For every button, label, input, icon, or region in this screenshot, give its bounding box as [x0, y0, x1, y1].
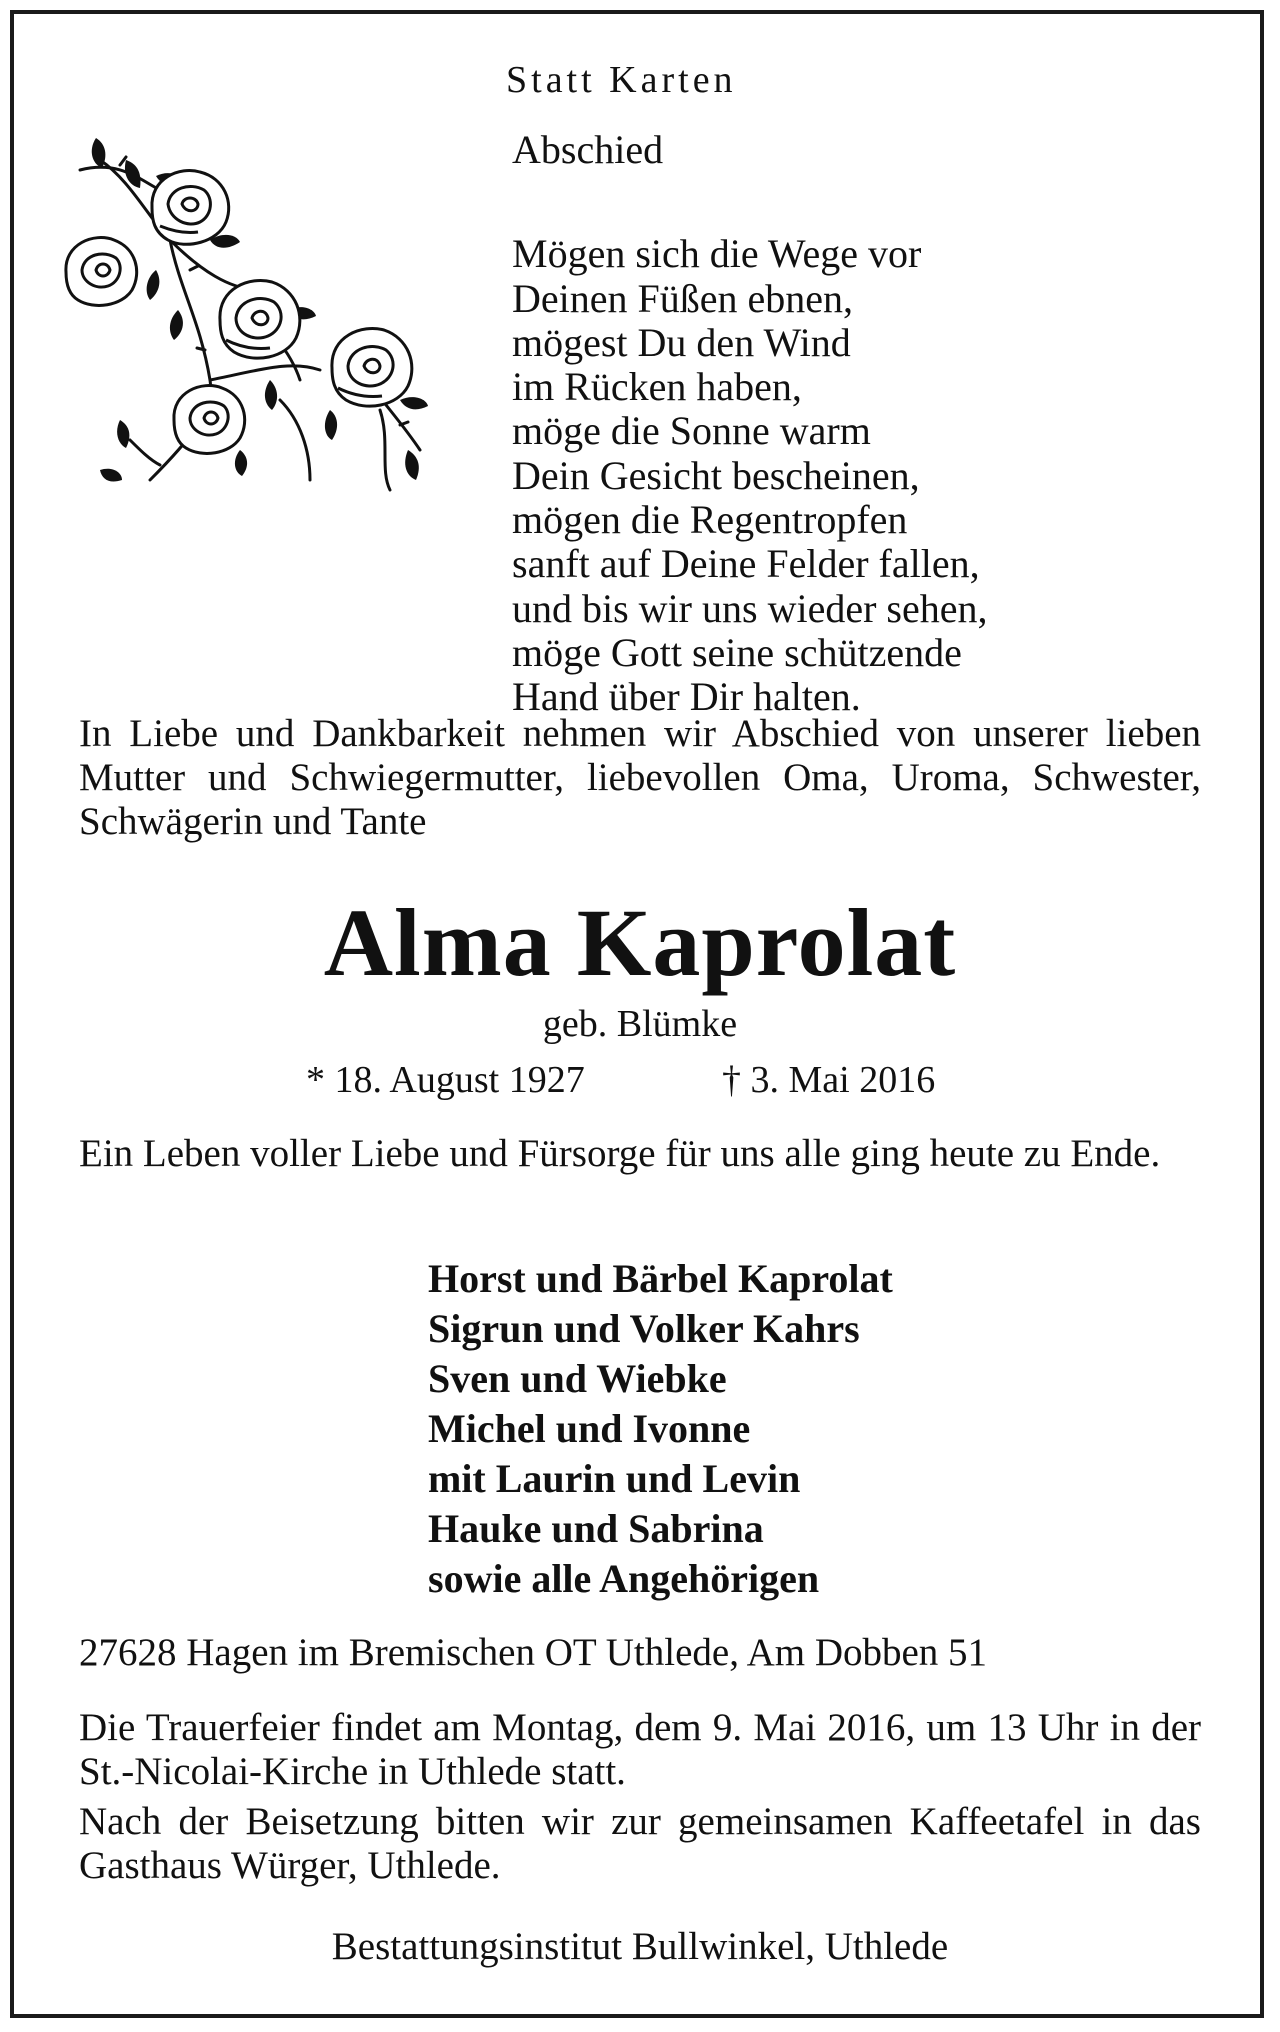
- poem-line: im Rücken haben,: [512, 364, 802, 410]
- reception-paragraph: Nach der Beisetzung bitten wir zur gemeinsamen Kaffeetafel in das Gasthaus Würger, Uthlede.: [79, 1800, 1201, 1887]
- poem-line: Hand über Dir halten.: [512, 674, 861, 720]
- poem-line: Dein Gesicht bescheinen,: [512, 452, 920, 498]
- poem-line: Mögen sich die Wege vor: [512, 231, 922, 277]
- family-member: Sigrun und Volker Kahrs: [428, 1306, 860, 1351]
- address: 27628 Hagen im Bremischen OT Uthlede, Am Dobben 51: [79, 1631, 988, 1674]
- family-member: Hauke und Sabrina: [428, 1506, 764, 1551]
- family-member: Horst und Bärbel Kaprolat: [428, 1256, 893, 1301]
- family-member: mit Laurin und Levin: [428, 1456, 801, 1501]
- poem-text: [512, 188, 987, 720]
- header-statt-karten: Statt Karten: [506, 59, 737, 101]
- roses-illustration: [60, 120, 460, 500]
- death-date: † 3. Mai 2016: [722, 1059, 936, 1101]
- birth-date: * 18. August 1927: [306, 1059, 585, 1101]
- family-member: sowie alle Angehörigen: [428, 1556, 820, 1601]
- tribute-paragraph: Ein Leben voller Liebe und Fürsorge für uns alle ging heute zu Ende.: [79, 1132, 1161, 1175]
- funeral-home: Bestattungsinstitut Bullwinkel, Uthlede: [331, 1925, 949, 1968]
- poem-title: Abschied: [512, 127, 664, 172]
- poem-line: Deinen Füßen ebnen,: [512, 275, 854, 321]
- poem-line: mögen die Regentropfen: [512, 497, 908, 543]
- family-member: Michel und Ivonne: [428, 1406, 751, 1451]
- deceased-name: Alma Kaprolat: [323, 889, 957, 996]
- family-member: Sven und Wiebke: [428, 1356, 727, 1401]
- poem-line: sanft auf Deine Felder fallen,: [512, 541, 980, 587]
- ceremony-paragraph: Die Trauerfeier findet am Montag, dem 9. Mai 2016, um 13 Uhr in der St.-Nicolai-Kirche in Uthlede statt.: [79, 1706, 1201, 1793]
- poem-line: möge die Sonne warm: [512, 408, 871, 454]
- intro-paragraph: In Liebe und Dankbarkeit nehmen wir Abschied von unserer lieben Mutter und Schwiegermutter, liebevollen Oma, Uroma, Schwester, Schwägerin und Tante: [79, 712, 1201, 843]
- maiden-name: geb. Blümke: [542, 1003, 738, 1045]
- poem-line: mögest Du den Wind: [512, 319, 851, 365]
- family-list: [428, 1254, 893, 1604]
- poem-line: möge Gott seine schützende: [512, 629, 962, 675]
- poem-line: und bis wir uns wieder sehen,: [512, 585, 988, 631]
